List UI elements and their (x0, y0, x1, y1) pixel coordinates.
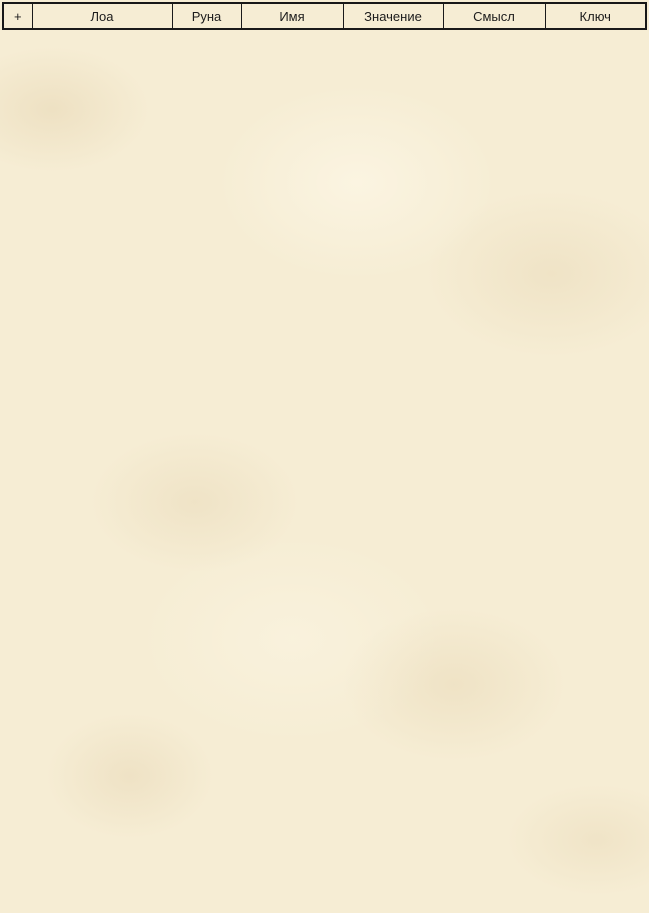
rune-table (2, 2, 647, 30)
header-cell-loa: Лоа (32, 3, 172, 29)
header-cell-rune: Руна (172, 3, 241, 29)
table-header-row (3, 3, 646, 29)
header-cell-key: Ключ (545, 3, 646, 29)
header-cell-name: Имя (241, 3, 343, 29)
header-cell-meaning: Значение (343, 3, 443, 29)
header-cell-plus: + (3, 3, 32, 29)
header-cell-sense: Смысл (443, 3, 545, 29)
